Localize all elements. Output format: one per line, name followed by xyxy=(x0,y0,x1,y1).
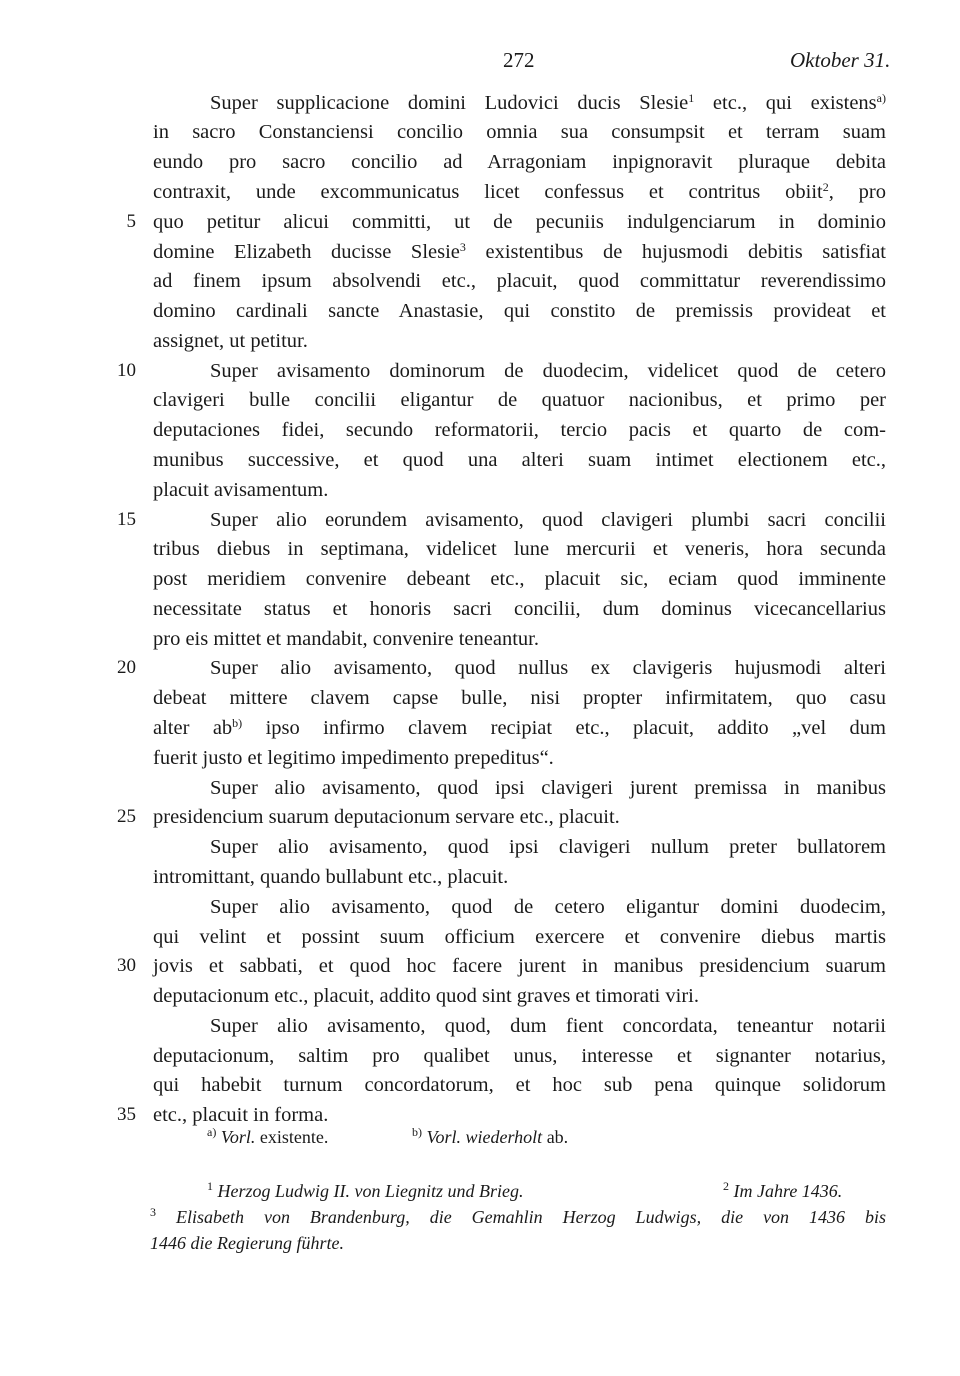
text-line: deputacionum etc., placuit, addito quod sint graves et timorati viri. xyxy=(153,985,699,1007)
text-line: fuerit justo et legitimo impedimento prepeditus“. xyxy=(153,747,554,769)
text-line: alter $ab^{b)}$ ipso infirmo clavem recipiat etc., placuit, addito „vel dum xyxy=(153,716,886,739)
text-line: eundo pro sacro concilio ad Arragoniam inpignoravit pluraque debita xyxy=(153,151,886,173)
text-line: deputaciones fidei, secundo reformatorii, tercio pacis et quarto de com- xyxy=(153,419,886,441)
text-line: intromittant, quando bullabunt etc., placuit. xyxy=(153,866,509,888)
text-line: domine Elizabeth ducisse Slesie$^3$ existentibus de hujusmodi debitis satisfiat xyxy=(153,240,886,263)
text-line: Super alio avisamento, quod ipsi clavigeri jurent premissa in manibus xyxy=(210,777,886,799)
text-line: Super alio avisamento, quod nullus ex clavigeris hujusmodi alteri xyxy=(210,657,886,679)
page-header xyxy=(0,48,960,78)
line-number: 10 xyxy=(117,360,136,381)
line-number: 25 xyxy=(117,806,136,827)
text-line: domino cardinali sancte Anastasie, qui constito de premissis provideat et xyxy=(153,300,886,322)
text-line: Super supplicacione domini Ludovici ducis Slesie$^1$ etc., qui existens$^{a)}$ xyxy=(210,91,886,114)
text-line: post meridiem convenire debeant etc., placuit sic, eciam quod imminente xyxy=(153,568,886,590)
text-line: assignet, ut petitur. xyxy=(153,330,308,352)
footnote-1: $^1$ Herzog Ludwig II. von Liegnitz und Brieg. xyxy=(207,1179,524,1201)
line-number: 20 xyxy=(117,657,136,678)
critical-note-a: $^{a)}$ Vorl. existente. xyxy=(207,1125,329,1147)
critical-note-b: $^{b)}$ Vorl. wiederholt ab. xyxy=(412,1125,569,1147)
text-line: deputacionum, saltim pro qualibet unus, interesse et signanter notarius, xyxy=(153,1045,886,1067)
text-line: debeat mittere clavem capse bulle, nisi propter infirmitatem, quo casu xyxy=(153,687,886,709)
text-line: jovis et sabbati, et quod hoc facere jurent in manibus presidencium suarum xyxy=(153,955,886,977)
text-line: munibus successive, et quod una alteri suam intimet electionem etc., xyxy=(153,449,886,471)
footnote-3: $^3$ Elisabeth von Brandenburg, die Gemahlin Herzog Ludwigs, die von 1436 bis xyxy=(150,1205,887,1227)
text-line: Super alio avisamento, quod ipsi clavigeri nullum preter bullatorem xyxy=(210,836,886,858)
text-line: Super alio avisamento, quod de cetero eligantur domini duodecim, xyxy=(210,896,886,918)
text-line: presidencium suarum deputacionum servare etc., placuit. xyxy=(153,806,620,828)
text-line: qui velint et possint suum officium exercere et convenire diebus martis xyxy=(153,926,886,948)
text-line: in sacro Constanciensi concilio omnia sua consumpsit et terram suam xyxy=(153,121,886,143)
text-line: Super avisamento dominorum de duodecim, videlicet quod de cetero xyxy=(210,360,886,382)
text-line: Super alio eorundem avisamento, quod clavigeri plumbi sacri concilii xyxy=(210,509,886,531)
text-line: placuit avisamentum. xyxy=(153,479,329,501)
text-line: ad finem ipsum absolvendi etc., placuit, quod committatur reverendissimo xyxy=(153,270,886,292)
text-line: tribus diebus in septimana, videlicet lune mercurii et veneris, hora secunda xyxy=(153,538,886,560)
page-number: 272 xyxy=(503,48,535,72)
text-line: Super alio avisamento, quod, dum fient concordata, teneantur notarii xyxy=(210,1015,886,1037)
line-number: 5 xyxy=(126,211,136,232)
text-line: contraxit, unde excommunicatus licet confessus et contritus obiit$^2$, pro xyxy=(153,180,887,203)
text-line: pro eis mittet et mandabit, convenire teneantur. xyxy=(153,628,539,650)
text-line: qui habebit turnum concordatorum, et hoc sub pena quinque solidorum xyxy=(153,1074,886,1096)
text-line: quo petitur alicui committi, ut de pecuniis indulgenciarum in dominio xyxy=(153,211,886,233)
footnote-2: $^2$ Im Jahre 1436. xyxy=(723,1179,843,1201)
text-line: necessitate status et honoris sacri concilii, dum dominus vicecancellarius xyxy=(153,598,886,620)
text-line: etc., placuit in forma. xyxy=(153,1104,329,1126)
line-number: 30 xyxy=(117,955,136,976)
text-line: clavigeri bulle concilii eligantur de quatuor nacionibus, et primo per xyxy=(153,389,886,411)
line-number: 35 xyxy=(117,1104,136,1125)
footnote-3-continuation: 1446 die Regierung führte. xyxy=(150,1233,344,1253)
line-number: 15 xyxy=(117,509,136,530)
running-head: Oktober 31. xyxy=(790,48,891,72)
